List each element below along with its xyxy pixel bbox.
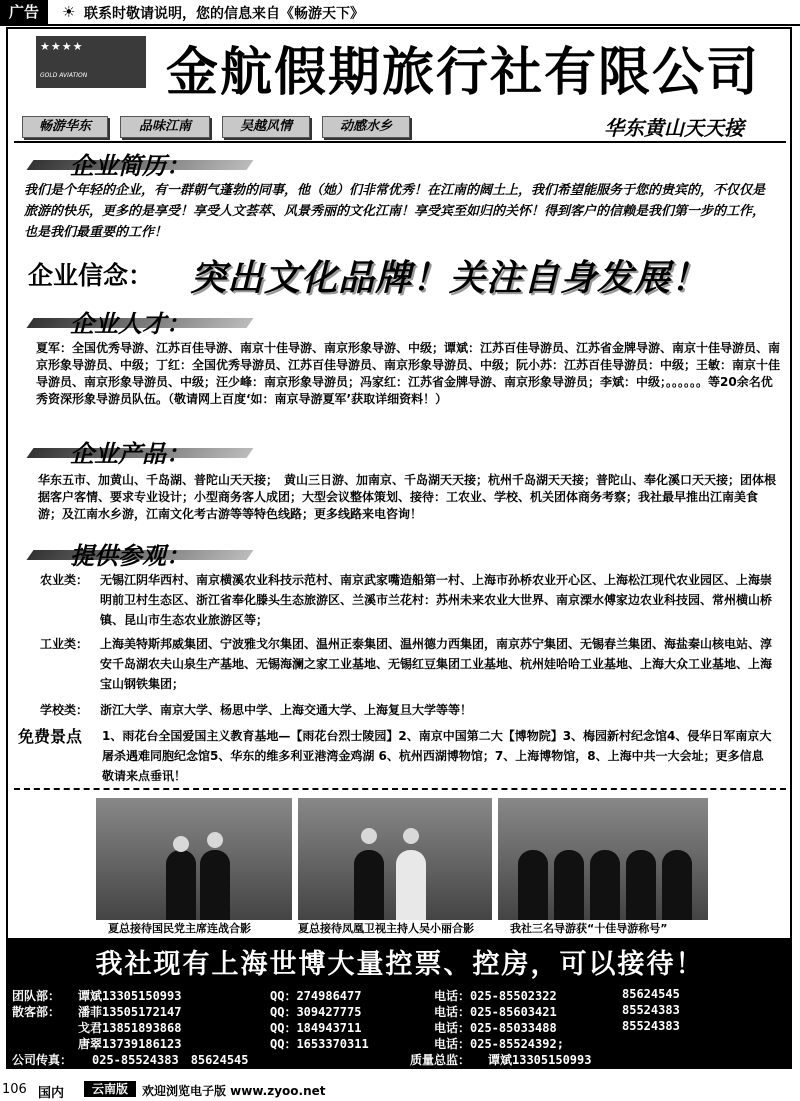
footer-edition: 云南版 [84, 1081, 136, 1097]
contact-row [8, 1019, 792, 1036]
contact-row [8, 1035, 792, 1052]
logo-text: GOLD AVIATION [40, 72, 88, 79]
person-figure [554, 850, 584, 920]
person-head [403, 828, 419, 844]
slogan: 华东黄山天天接 [604, 116, 744, 140]
photo-3 [498, 798, 708, 920]
photo-1 [96, 798, 292, 920]
visit-text: 无锡江阴华西村、南京横溪农业科技示范村、南京武家嘴造船第一村、上海市孙桥农业开心区、上海松江现代农业园区、上海崇明前卫村生态区、浙江省奉化滕头生态旅游区、兰溪市兰花村：苏州未来农业大世界、南京溧水傅家边农业科技园、常州横山桥镇、昆山市生态农业旅游区等； [100, 573, 773, 627]
person-figure [662, 850, 692, 920]
qc-label: 质量总监： [410, 1053, 471, 1067]
footer-note: 欢迎浏览电子版 www.zyoo.net [142, 1084, 326, 1098]
footer-section: 国内 [38, 1086, 65, 1101]
visit-label: 学校类： [40, 703, 89, 717]
person-figure [626, 850, 656, 920]
contact-tel2: 85524383 [622, 1019, 680, 1033]
contact-tel: 电话：025-85502322 [434, 989, 557, 1003]
heading-text: 提供参观： [70, 541, 190, 570]
contact-qq: QQ：184943711 [270, 1021, 362, 1035]
person-figure [396, 850, 426, 920]
products-text: 华东五市、加黄山、千岛湖、普陀山天天接； 黄山三日游、加南京、千岛湖天天接；杭州千岛湖天天接；普陀山、奉化溪口天天接；团体根据客户客情、要求专业设计；小型商务客人成团；大型会议整体策划、接待：工农业、学校、机关团体商务考察；我社最早推出江南美食游；及江南水乡游，江南文化考古游等等特色线路；更多线路来电咨询！ [38, 473, 777, 521]
contact-row [8, 1003, 792, 1020]
contact-qq: QQ：309427775 [270, 1005, 362, 1019]
photo-1-caption: 夏总接待国民党主席连战合影 [108, 922, 251, 935]
contact-name: 谭斌13305150993 [78, 989, 182, 1003]
heading-text: 企业人才： [70, 309, 190, 338]
person-figure [354, 850, 384, 920]
contact-block [8, 984, 792, 1068]
tag-1: 畅游华东 [22, 116, 108, 138]
contact-name: 戈君13851893868 [78, 1021, 182, 1035]
person-head [361, 828, 377, 844]
contact-tel2: 85524383 [622, 1003, 680, 1017]
banner-text: 我社现有上海世博大量控票、控房，可以接待！ [95, 949, 705, 980]
person-figure [166, 850, 196, 920]
contact-name: 唐翠13739186123 [78, 1037, 182, 1051]
photo-2-caption: 夏总接待凤凰卫视主持人吴小丽合影 [298, 922, 474, 935]
contact-row [8, 987, 792, 1004]
visit-text: 上海美特斯邦威集团、宁波雅戈尔集团、温州正泰集团、温州德力西集团，南京苏宁集团、无锡春兰集团、海盐秦山核电站、淳安千岛湖农夫山泉生产基地、无锡海澜之家工业基地、无锡红豆集团工业基地、杭州娃哈哈工业基地、上海大众工业基地、上海宝山钢铁集团； [100, 637, 773, 691]
contact-tel: 电话：025-85033488 [434, 1021, 557, 1035]
expo-banner [8, 938, 792, 984]
fax-row [8, 1051, 792, 1068]
person-head [173, 836, 189, 852]
contact-tel2: 85624545 [622, 987, 680, 1001]
photo-3-caption: 我社三名导游获“十佳导游称号” [510, 922, 668, 935]
photo-2 [298, 798, 492, 920]
tag-3: 吴越风情 [222, 116, 310, 138]
free-spots-label: 免费景点 [18, 727, 83, 746]
contact-tel: 电话：025-85524392; [434, 1037, 564, 1051]
dashed-divider [14, 788, 786, 790]
fax-value: 025-85524383 85624545 [92, 1053, 249, 1067]
tag-2: 品味江南 [120, 116, 210, 138]
contact-qq: QQ：274986477 [270, 989, 362, 1003]
heading-text: 企业简历： [70, 151, 190, 180]
visit-label: 工业类： [40, 637, 89, 651]
heading-text: 企业产品： [70, 439, 190, 468]
fax-label: 公司传真： [12, 1053, 73, 1067]
free-spots-text: 1、雨花台全国爱国主义教育基地—【雨花台烈士陵园】2、南京中国第二大【博物院】3、梅园新村纪念馆4、侵华日军南京大屠杀遇难同胞纪念馆5、华东的维多利亚港湾金鸡湖 6、杭州西湖博物馆；7、上海博物馆，8、上海中共一大会址；更多信息敬请来点垂讯！ [102, 729, 772, 783]
person-figure [200, 850, 230, 920]
person-figure [518, 850, 548, 920]
person-head [207, 832, 223, 848]
ad-label: 广告 [0, 0, 48, 24]
contact-name: 潘菲13505172147 [78, 1005, 182, 1019]
company-logo [36, 36, 146, 88]
contact-role: 团队部： [12, 989, 61, 1003]
sun-icon: ☀ [62, 3, 76, 21]
header-rule [14, 141, 786, 143]
contact-tel: 电话：025-85603421 [434, 1005, 557, 1019]
belief-label: 企业信念： [28, 261, 154, 290]
qc-value: 谭斌13305150993 [488, 1053, 592, 1067]
ad-notice: 联系时敬请说明，您的信息来自《畅游天下》 [84, 6, 364, 22]
visit-text: 浙江大学、南京大学、杨思中学、上海交通大学、上海复旦大学等等！ [100, 703, 473, 717]
stars-icon: ★★★★ [40, 40, 84, 53]
visit-label: 农业类： [40, 573, 89, 587]
intro-text: 我们是个年轻的企业，有一群朝气蓬勃的同事，他（她）们非常优秀！在江南的阔土上，我们希望能服务于您的贵宾的，不仅仅是旅游的快乐，更多的是享受！享受人文荟萃、风景秀丽的文化江南！享受宾至如归的关怀！得到客户的信赖是我们第一步的工作，也是我们最重要的工作！ [24, 183, 766, 240]
belief-text: 突出文化品牌！关注自身发展！ [190, 257, 709, 299]
company-name: 金航假期旅行社有限公司 [166, 42, 761, 103]
contact-role: 散客部： [12, 1005, 61, 1019]
contact-qq: QQ：1653370311 [270, 1037, 369, 1051]
person-figure [590, 850, 620, 920]
tag-4: 动感水乡 [322, 116, 410, 138]
talent-text: 夏军：全国优秀导游、江苏百佳导游、南京十佳导游、南京形象导游、中级；谭斌：江苏百佳导游员、江苏省金牌导游、南京十佳导游员、南京形象导游员、中级；丁红：全国优秀导游员、江苏百佳导游员、南京形象导游员、中级；阮小苏：江苏百佳导游员：中级；王敏：南京十佳导游员、南京形象导游员、中级；汪少峰：南京形象导游员；冯家红：江苏省金牌导游、南京形象导游员；李斌：中级；。。。。。。等20余名优秀资深形象导游员队伍。（敬请网上百度‘如：南京导游夏军’获取详细资料！） [36, 341, 781, 406]
page-footer [0, 1074, 800, 1100]
page-number: 106 [2, 1082, 27, 1097]
